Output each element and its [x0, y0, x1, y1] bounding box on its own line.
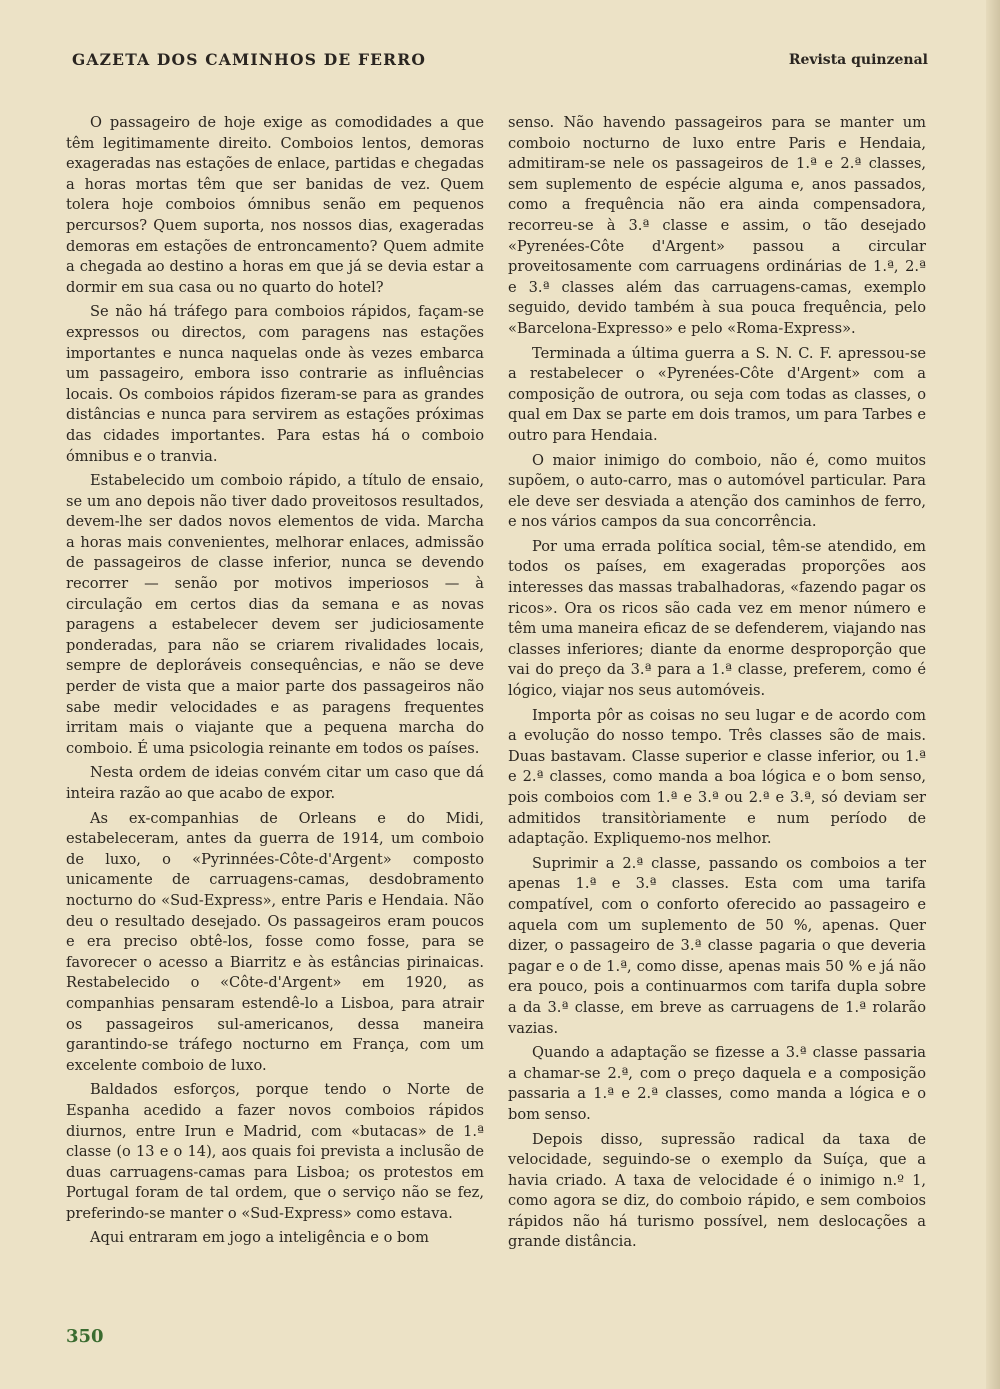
paragraph: O passageiro de hoje exige as comodidades a que têm legitimamente direito. Comboios lentos, demoras exageradas nas estações de enlace, partidas e chegadas a horas mortas têm que ser banidas de vez. Quem tolera hoje comboios ómnibus senão em pequenos percursos? Quem suporta, nos nossos dias, exageradas demoras em estações de entroncamento? Quem admite a chegada ao destino a horas em que já se devia estar a dormir em sua casa ou no quarto do hotel?	[66, 114, 484, 296]
paragraph: Baldados esforços, porque tendo o Norte de Espanha acedido a fazer novos comboios rápidos diurnos, entre Irun e Madrid, com «butacas» de 1.ª classe (o 13 e o 14), aos quais foi prevista a inclusão de duas carruagens-camas para Lisboa; os protestos em Portugal foram de tal ordem, que o serviço não se fez, preferindo-se manter o «Sud-Express» como estava.	[66, 1081, 484, 1222]
left-column	[66, 113, 484, 1253]
paragraph: O maior inimigo do comboio, não é, como muitos supõem, o auto-carro, mas o automóvel particular. Para ele deve ser desviada a atenção dos caminhos de ferro, e nos vários campos da sua concorrência.	[508, 451, 926, 531]
paragraph: Depois disso, supressão radical da taxa de velocidade, seguindo-se o exemplo da Suíça, que a havia criado. A taxa de velocidade é o inimigo n.º 1, como agora se diz, do comboio rápido, e sem comboios rápidos não há turismo possível, nem deslocações a grande distância.	[508, 1130, 926, 1251]
journal-title: GAZETA DOS CAMINHOS DE FERRO	[72, 50, 427, 69]
paragraph: Terminada a última guerra a S. N. C. F. apressou-se a restabelecer o «Pyrenées-Côte d'Argent» com a composição de outrora, ou seja com todas as classes, o qual em Dax se parte em dois tramos, um para Tarbes e outro para Hendaia.	[508, 344, 926, 444]
paragraph: Estabelecido um comboio rápido, a título de ensaio, se um ano depois não tiver dado proveitosos resultados, devem-lhe ser dados novos elementos de vida. Marcha a horas mais convenientes, melhorar enlaces, admissão de passageiros de classe inferior, nunca se devendo recorrer — senão por motivos imperiosos — à circulação em certos dias da semana e as novas paragens a estabelecer devem ser judiciosamente ponderadas, para não se criarem rivalidades locais, sempre de deploráveis consequências, e não se deve perder de vista que a maior parte dos passageiros não sabe medir velocidades e as paragens frequentes irritam mais o viajante que a pequena marcha do comboio. É uma psicologia reinante em todos os países.	[66, 472, 484, 757]
paragraph: Nesta ordem de ideias convém citar um caso que dá inteira razão ao que acabo de expor.	[66, 764, 484, 802]
right-column	[508, 113, 926, 1257]
paragraph: Importa pôr as coisas no seu lugar e de acordo com a evolução do nosso tempo. Três classes são de mais. Duas bastavam. Classe superior e classe inferior, ou 1.ª e 2.ª classes, como manda a boa lógica e o bom senso, pois comboios com 1.ª e 3.ª ou 2.ª e 3.ª, só deviam ser admitidos transitòriamente e num período de adaptação. Expliquemo-nos melhor.	[508, 706, 926, 848]
paragraph: Se não há tráfego para comboios rápidos, façam-se expressos ou directos, com paragens nas estações importantes e nunca naquelas onde às vezes embarca um passageiro, embora isso contrarie as influências locais. Os comboios rápidos fizeram-se para as grandes distâncias e nunca para servirem as estações próximas das cidades importantes. Para estas há o comboio ómnibus e o tranvia.	[66, 303, 484, 465]
paragraph: senso. Não havendo passageiros para se manter um comboio nocturno de luxo entre Paris e Hendaia, admitiram-se nele os passageiros de 1.ª e 2.ª classes, sem suplemento de espécie alguma e, anos passados, como a frequência não era ainda compensadora, recorreu-se à 3.ª classe e assim, o tão desejado «Pyrenées-Côte d'Argent» passou a circular proveitosamente com carruagens ordinárias de 1.ª, 2.ª e 3.ª classes além das carruagens-camas, exemplo seguido, devido também à sua pouca frequência, pelo «Barcelona-Expresso» e pelo «Roma-Express».	[508, 114, 926, 337]
page-edge	[986, 0, 1000, 1389]
paragraph: Quando a adaptação se fizesse a 3.ª classe passaria a chamar-se 2.ª, com o preço daquela e a composição passaria a 1.ª e 2.ª classes, como manda a lógica e o bom senso.	[508, 1044, 926, 1123]
journal-subtitle: Revista quinzenal	[788, 52, 928, 68]
paragraph: As ex-companhias de Orleans e do Midi, estabeleceram, antes da guerra de 1914, um comboio de luxo, o «Pyrinnées-Côte-d'Argent» composto unicamente de carruagens-camas, desdobramento nocturno do «Sud-Express», entre Paris e Hendaia. Não deu o resultado desejado. Os passageiros eram poucos e era preciso obtê-los, fosse como fosse, para se favorecer o acesso a Biarritz e às estâncias pirinaicas. Restabelecido o «Côte-d'Argent» em 1920, as companhias pensaram estendê-lo a Lisboa, para atrair os passageiros sul-americanos, dessa maneira garantindo-se tráfego nocturno em França, com um excelente comboio de luxo.	[66, 809, 484, 1074]
page-number: 350	[66, 1326, 104, 1347]
paragraph: Suprimir a 2.ª classe, passando os comboios a ter apenas 1.ª e 3.ª classes. Esta com uma tarifa compatível, com o conforto oferecido ao passageiro e aquela com um suplemento de 50 %, apenas. Quer dizer, o passageiro de 3.ª classe pagaria o que deveria pagar e o de 1.ª, como disse, apenas mais 50 % e já não era pouco, pois a continuarmos com tarifa dupla sobre a da 3.ª classe, em breve as carruagens de 1.ª rolarão vazias.	[508, 854, 926, 1037]
paragraph: Por uma errada política social, têm-se atendido, em todos os países, em exageradas proporções aos interesses das massas trabalhadoras, «fazendo pagar os ricos». Ora os ricos são cada vez em menor número e têm uma maneira eficaz de se defenderem, viajando nas classes inferiores; diante da enorme desproporção que vai do preço da 3.ª para a 1.ª classe, preferem, como é lógico, viajar nos seus automóveis.	[508, 537, 926, 700]
paragraph: Aqui entraram em jogo a inteligência e o bom	[90, 1229, 429, 1247]
